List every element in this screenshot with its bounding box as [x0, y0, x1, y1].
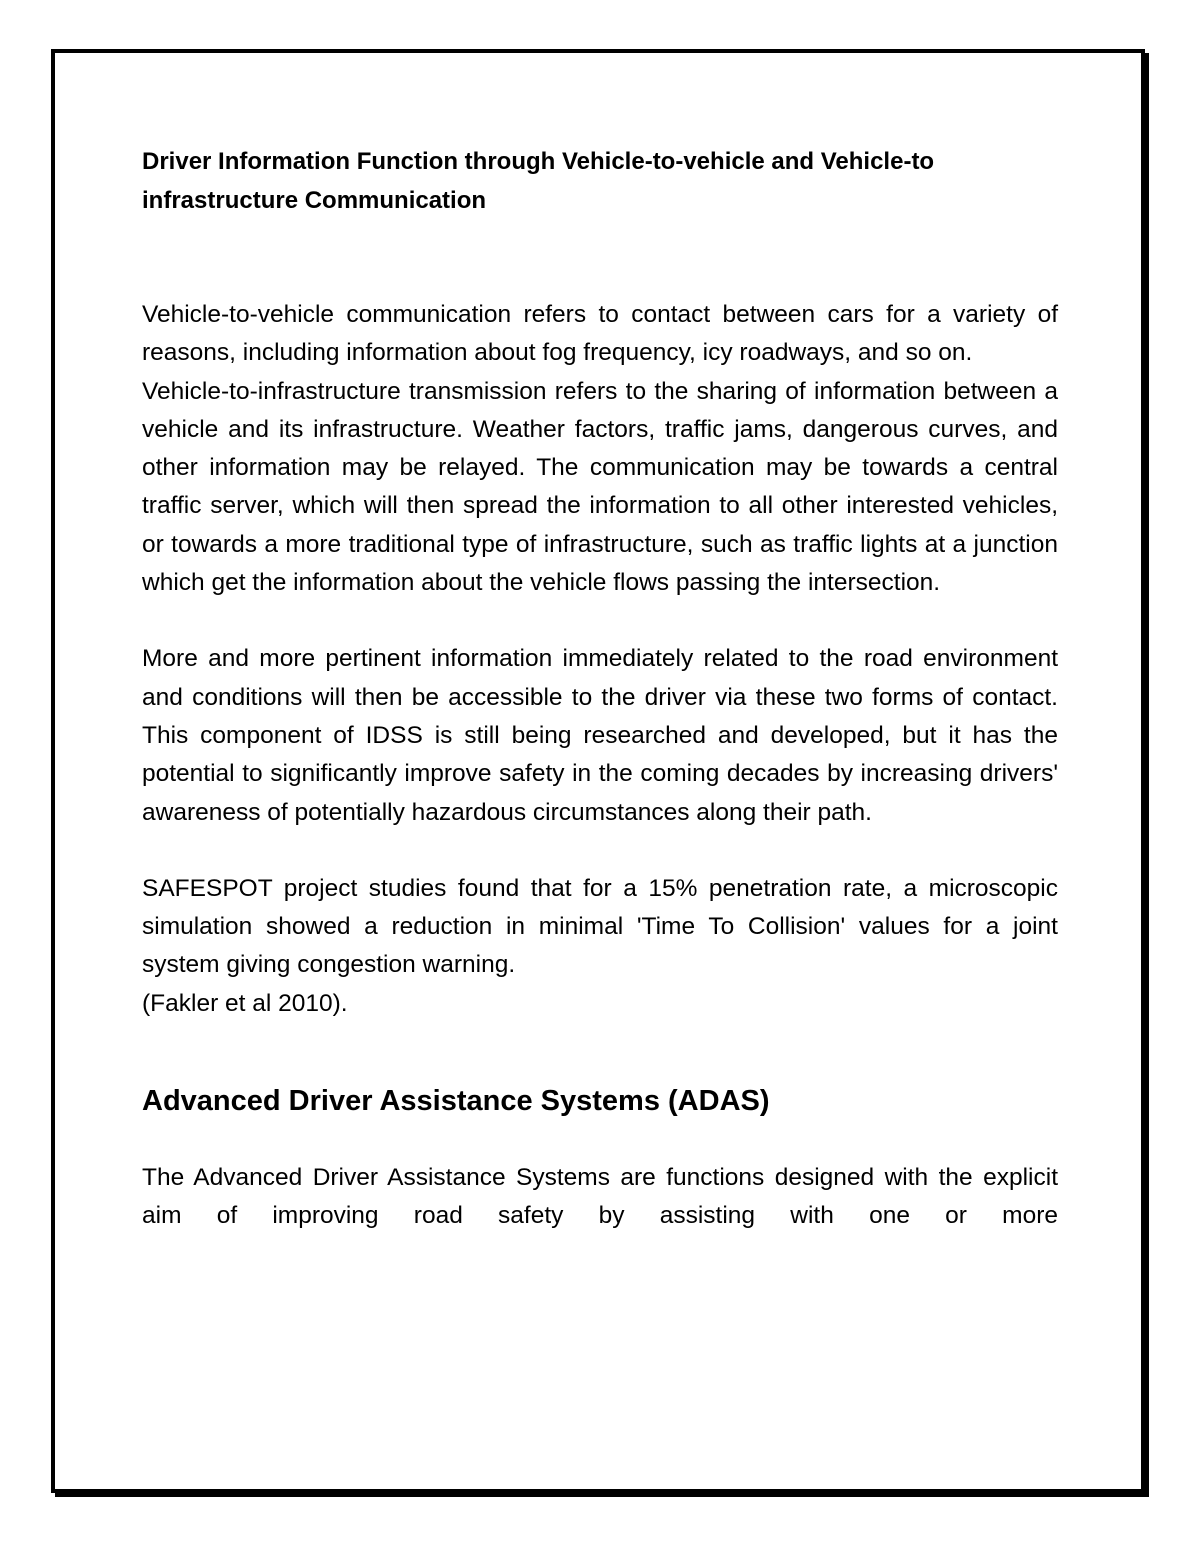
paragraph-safespot: SAFESPOT project studies found that for a 15% penetration rate, a microscopic simulation showed a reduction in minimal 'Time To Collision' values for a joint system giving congestion warning.: [142, 874, 1058, 979]
document-title: Driver Information Function through Vehicle-to-vehicle and Vehicle-to infrastructure Communication: [142, 148, 935, 214]
paragraph-v2i: Vehicle-to-infrastructure transmission refers to the sharing of information between a vehicle and its infrastructure. Weather factors, traffic jams, dangerous curves, and other information may be relayed. The communication may be towards a central traffic server, which will then spread the information to all other interested vehicles, or towards a more traditional type of infrastructure, such as traffic lights at a junction which get the information about the vehicle flows passing the intersection.: [142, 377, 1058, 597]
paragraph-driver-info: More and more pertinent information immediately related to the road environment and conditions will then be accessible to the driver via these two forms of contact. This component of IDSS is still being researched and developed, but it has the potential to significantly improve safety in the coming decades by increasing drivers' awareness of potentially hazardous circumstances along their path.: [142, 645, 1058, 826]
citation: (Fakler et al 2010).: [142, 989, 348, 1017]
document-body: [142, 142, 1058, 1236]
section-heading-adas: Advanced Driver Assistance Systems (ADAS): [142, 1085, 770, 1118]
paragraph-adas: The Advanced Driver Assistance Systems are functions designed with the explicit aim of improving road safety by assisting with one or more: [142, 1164, 1058, 1230]
paragraph-v2v: Vehicle-to-vehicle communication refers to contact between cars for a variety of reasons, including information about fog frequency, icy roadways, and so on.: [142, 301, 1058, 367]
